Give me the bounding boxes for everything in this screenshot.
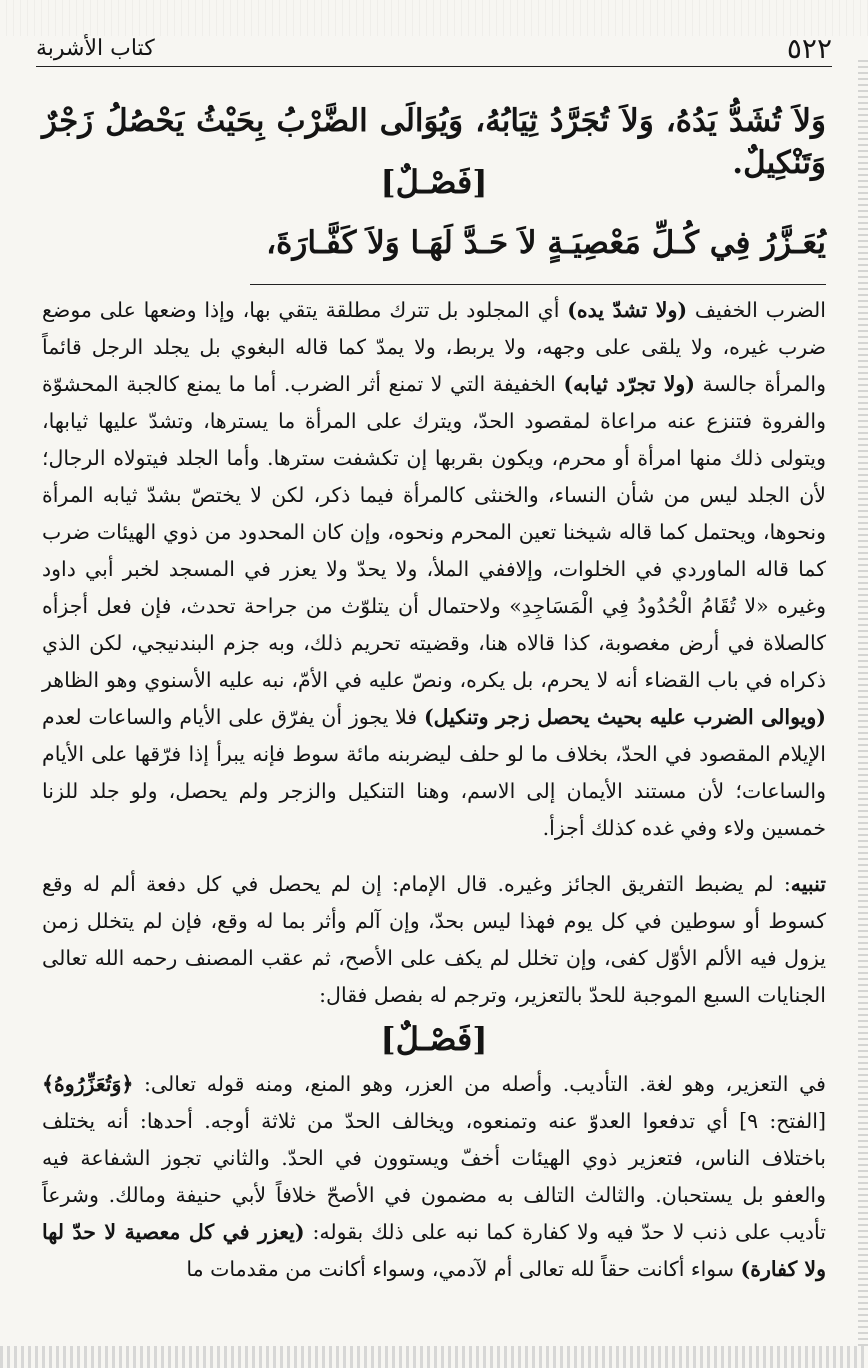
sharh-block-1: [42, 292, 826, 847]
scan-noise-top: [0, 0, 868, 36]
matn-fasl: يُعَـزَّرُ فِي كُـلِّ مَعْصِيَـةٍ لاَ حَـدَّ لَهَـا وَلاَ كَفَّـارَةَ،: [266, 225, 826, 261]
matn-top: وَلاَ تُشَدُّ يَدُهُ، وَلاَ تُجَرَّدُ ثِيَابُهُ، وَيُوَالَى الضَّرْبُ بِحَيْثُ يَحْصُلُ زَجْرٌ وَتَنْكِيلٌ.: [42, 103, 826, 181]
matn-sharh-divider: [250, 284, 826, 285]
fasl-heading-2: [فَصْـلٌ]: [380, 1020, 488, 1058]
page-number: ٥٢٢: [786, 32, 832, 65]
tanbih-label: تنبيه: [790, 872, 826, 896]
sharh-paragraph-1: الضرب الخفيف (ولا تشدّ يده) أي المجلود بل تترك مطلقة يتقي بها، وإذا وضعها على موضع ضرب غيره، ولا يلقى على وجهه، ولا يربط، ولا يمدّ كما قاله البغوي بل يجلد الرجل قائماً والمرأة جالسة (ولا تجرّد ثيابه) الخفيفة التي لا تمنع أثر الضرب. أما ما يمنع كالجبة المحشوّة والفروة فتنزع عنه مراعاة لمقصود الحدّ، ويترك على المرأة ما يسترها، وتشدّ عليها ثيابها، ويتولى ذلك منها امرأة أو محرم، ويكون بقربها إن تكشفت سترها. وأما الجلد فيتولاه الرجال؛ لأن الجلد ليس من شأن النساء، والخنثى كالمرأة فيما ذكر، لكن لا يختصّ بشدّ ثيابه المرأة ونحوها، ويحتمل كما قاله شيخنا تعين المحرم ونحوه، وإن كان المحدود من ذوي الهيئات ضرب كما قاله الماوردي في الخلوات، وإلاففي الملأ، ولا يحدّ ولا يعزر في المسجد لخبر أبي داود وغيره «لا تُقَامُ الْحُدُودُ فِي الْمَسَاجِدِ» ولاحتمال أن يتلوّث من جراحة تحدث، فإن فعل أجزأه كالصلاة في أرض مغصوبة، كذا قالاه هنا، وقضيته تحريم ذلك، وبه جزم البندنيجي، لكن الذي ذكراه في باب القضاء أنه لا يحرم، بل يكره، ونصّ عليه في الأمّ، نبه عليه الأسنوي وهو الظاهر (ويوالى الضرب عليه بحيث يحصل زجر وتنكيل) فلا يجوز أن يفرّق على الأيام والساعات لعدم الإيلام المقصود في الحدّ، بخلاف ما لو حلف ليضربنه مائة سوط فإنه يبرأ إذا فرّقها على الأيام والساعات؛ لأن مستند الأيمان إلى الاسم، وهنا التنكيل والزجر ولم يحصل، ولو جلد للزنا خمسين ولاء وفي غده كذلك أجزأ.: [42, 298, 827, 840]
running-head: كتاب الأشربة: [36, 36, 155, 61]
fasl-heading-1: [فَصْـلٌ]: [380, 163, 488, 201]
sharh-block-2: [42, 1066, 826, 1288]
scan-edge-bottom: [0, 1346, 868, 1368]
sharh-paragraph-2: في التعزير، وهو لغة. التأديب. وأصله من العزر، وهو المنع، ومنه قوله تعالى: ﴿وَتُعَزِّرُوهُ﴾ [الفتح: ٩] أي تدفعوا العدوّ عنه وتمنعوه، ويخالف الحدّ من ثلاثة أوجه. أحدها: أنه يختلف باختلاف الناس، فتعزير ذوي الهيئات أخفّ ويستوون في الحدّ. والثاني تجوز الشفاعة فيه والعفو بل يستحبان. والثالث التالف به مضمون في الأصحّ خلافاً لأبي حنيفة ومالك. وشرعاً تأديب على ذنب لا حدّ فيه ولا كفارة كما نبه على ذلك بقوله: (يعزر في كل معصية لا حدّ لها ولا كفارة) سواء أكانت حقاً لله تعالى أم لآدمي، وسواء أكانت من مقدمات ما: [42, 1072, 827, 1281]
scan-edge-right: [858, 60, 868, 1350]
page-header: [36, 32, 832, 67]
tanbih-block: [42, 866, 826, 1014]
tanbih-paragraph: تنبيه: لم يضبط التفريق الجائز وغيره. قال الإمام: إن لم يحصل في كل دفعة ألم له وقع كسوط أو سوطين في كل يوم فهذا ليس بحدّ، وإن آلم وأثر بما له وقع، فإن لم يتخلل زمن يزول فيه الألم الأوّل كفى، وإن تخلل لم يكف على الأصح، ثم عقب المصنف رحمه الله تعالى الجنايات السبع الموجبة للحدّ بالتعزير، وترجم له بفصل فقال:: [42, 872, 826, 1007]
